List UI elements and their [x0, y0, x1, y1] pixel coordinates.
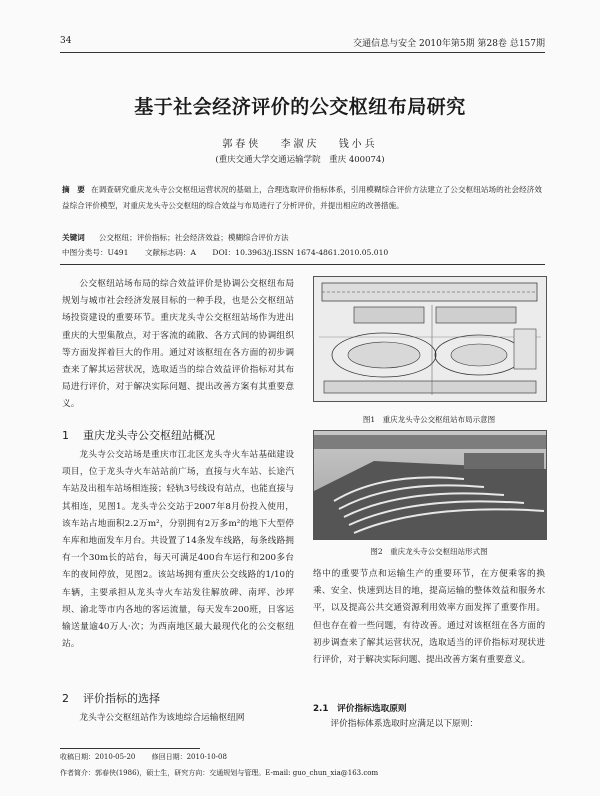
clc-number: 中图分类号：U491 [62, 248, 129, 257]
doi: DOI：10.3963/j.ISSN 1674-4861.2010.05.010 [212, 248, 389, 257]
abstract-rule [60, 264, 545, 265]
author: 郭春侠 [222, 139, 262, 150]
section-1-paragraph: 龙头寺公交站场是重庆市江北区龙头寺火车站基础建设项目，位于龙头寺火车站站前广场，直接与火车站、长途汽车站及出租车站场相连接；轻轨3号线设有站点，也能直接与其相连，见图1。龙头寺公交站于2007年8月份投入使用，该车站占地面积2.2万m²，分别拥有2万多m²的地下大型停车库和地面发车月台。共设置了14条发车线路，每条线路拥有一个30m长的站台，每天可满足400台车运行和200多台车的夜间停放，见图2。该站场拥有重庆公交线路的1/10的车辆，主要承担从龙头寺火车站发往解放碑、南坪、沙坪坝、渝北等市内各地的客运流量，每天发车200班，日客运输送量逾40万人·次；为西南地区最大最现代化的公交枢纽站。 [62, 450, 294, 650]
figure-1-caption: 图1 重庆龙头寺公交枢纽站布局示意图 [362, 415, 496, 424]
journal-name: 交通信息与安全 [353, 39, 417, 49]
section-title: 重庆龙头寺公交枢纽站概况 [83, 429, 215, 442]
section-1-body [62, 447, 294, 653]
keywords [62, 232, 303, 243]
journal-issue: 2010年第5期 [418, 39, 475, 49]
journal-total: 总157期 [509, 39, 545, 49]
footnote-rule [60, 748, 200, 749]
author: 钱小兵 [338, 139, 378, 150]
abstract-text: 在调查研究重庆龙头寺公交枢纽运营状况的基础上，合理选取评价指标体系，引用模糊综合评价方法建立了公交枢纽站场的社会经济效益综合评价模型，对重庆龙头寺公交枢纽的综合效益与布局进行了分析评价，并提出相应的改善措施。 [62, 185, 543, 210]
subsection-2-1-body [313, 716, 545, 733]
subsection-paragraph: 评价指标体系选取时应满足以下原则： [330, 719, 479, 729]
keywords-text: 公交枢纽；评价指标；社会经济效益；模糊综合评价方法 [98, 233, 289, 242]
section-1-heading [62, 427, 215, 443]
section-2-heading [62, 690, 160, 706]
date-line [60, 752, 227, 762]
right-column-text [313, 566, 545, 669]
journal-volume: 第28卷 [477, 39, 507, 49]
page-number: 34 [60, 36, 72, 46]
author: 李淑庆 [280, 139, 320, 150]
journal-header [352, 36, 545, 49]
keywords-label: 关键词 [62, 233, 85, 242]
header-rule [60, 52, 545, 53]
section-2-body [62, 710, 294, 727]
abstract-label: 摘 要 [62, 185, 85, 194]
intro-paragraph: 公交枢纽站场布局的综合效益评价是协调公交枢纽布局规划与城市社会经济发展目标的一种手段，也是公交枢纽站场投资建设的重要环节。重庆龙头寺公交枢纽站场作为进出重庆的大型集散点，对于客流的疏散、各方式间的协调组织等方面发挥着巨大的作用。通过对该枢纽在各方面的初步调查来了解其运营状况，选取适当的综合效益评价指标对其布局进行评价，对于解决实际问题、提出改善方案有其重要意义。 [62, 279, 294, 410]
figure-1-layout-map [313, 276, 547, 402]
affiliation: (重庆交通大学交通运输学院 重庆 400074) [215, 155, 385, 165]
section-2-paragraph: 龙头寺公交枢纽站作为该地综合运输枢纽网 [79, 713, 245, 723]
layout-schematic [314, 277, 546, 401]
author-bio: 作者简介：郭春侠(1986)，硕士生，研究方向：交通规划与管理。E-mail: guo_chun_xia@163.com [60, 769, 379, 777]
abstract [62, 182, 542, 214]
left-column [62, 276, 294, 414]
figure-2-caption: 图2 重庆龙头寺公交枢纽站形式图 [370, 547, 488, 556]
document-code: 文献标志码：A [144, 248, 196, 257]
station-photo [314, 431, 546, 539]
section-number: 2 [62, 692, 69, 705]
subsection-2-1-heading [313, 702, 407, 714]
classification-line [62, 247, 402, 258]
subsection-number: 2.1 [313, 704, 329, 714]
received-date: 收稿日期：2010-05-20 [60, 753, 136, 761]
paper-title: 基于社会经济评价的公交枢纽布局研究 [134, 96, 466, 118]
revised-date: 修回日期：2010-10-08 [151, 753, 227, 761]
section-title: 评价指标的选择 [83, 692, 160, 705]
section-number: 1 [62, 429, 69, 442]
subsection-title: 评价指标选取原则 [337, 704, 407, 714]
continued-paragraph: 络中的重要节点和运输生产的重要环节，在方便乘客的换乘、安全、快速到达目的地，提高运输的整体效益和服务水平，以及提高公共交通资源利用效率方面发挥了重要作用。但也存在着一些问题，有待改善。通过对该枢纽在各方面的初步调查来了解其运营状况，选取适当的评价指标对现状进行评价，对于解决实际问题、提出改善方案有重要意义。 [313, 569, 545, 666]
figure-2-photo [313, 430, 547, 540]
author-list [0, 135, 600, 150]
